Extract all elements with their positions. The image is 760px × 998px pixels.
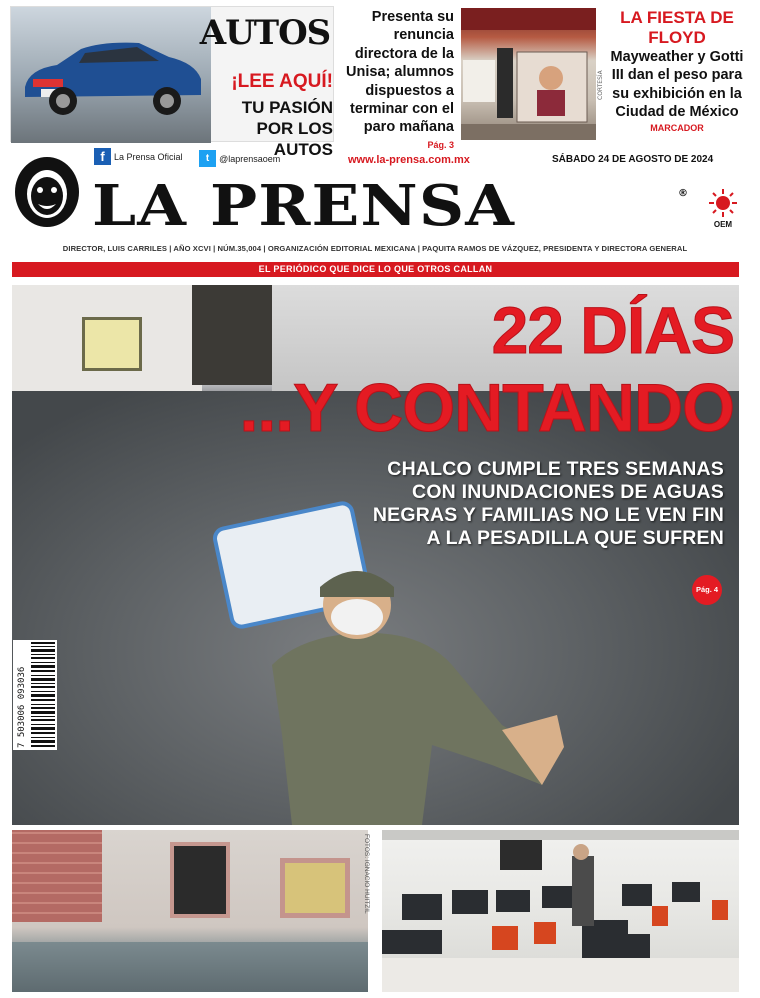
unisa-protest-photo (461, 8, 596, 140)
protest-scene-image (461, 8, 596, 140)
twitter-link[interactable] (199, 150, 280, 167)
unisa-headline: Presenta su renuncia directora de la Unisa; alumnos dispuestos a terminar con el paro mañana (346, 9, 454, 136)
twitter-icon: t (199, 150, 216, 167)
computer-classroom-photo (382, 830, 739, 992)
unisa-page-ref: Pág. 3 (427, 139, 454, 150)
issue-date: SÁBADO 24 DE AGOSTO DE 2024 (552, 154, 714, 165)
oem-sun-icon (708, 188, 738, 218)
slogan-bar: EL PERIÓDICO QUE DICE LO QUE OTROS CALLAN (12, 262, 739, 277)
twitter-handle: @laprensaoem (219, 153, 281, 164)
photo-credit: FOTOS: IGNACIO HUITZIL (363, 834, 370, 914)
car-image (19, 35, 205, 119)
classroom-desks-image (382, 830, 739, 992)
website-url[interactable]: www.la-prensa.com.mx (348, 154, 470, 166)
floyd-teaser[interactable] (608, 8, 746, 134)
flooded-house-photo (12, 830, 368, 992)
oem-logo (704, 188, 742, 232)
floyd-kicker: LA FIESTA DE FLOYD (620, 8, 734, 47)
facebook-icon: f (94, 148, 111, 165)
barcode (13, 640, 57, 750)
main-headline-line1: 22 DÍAS (491, 293, 734, 367)
photo-house-window (280, 858, 350, 918)
floyd-headline: Mayweather y Gotti III dan el peso para su exhibición en la Ciudad de México (610, 49, 744, 121)
facebook-handle: La Prensa Oficial (114, 151, 183, 162)
barcode-number: 7 503006 093036 (17, 666, 27, 748)
photo-street-water (12, 942, 368, 992)
photo-brick-wall (12, 830, 102, 922)
autos-cta-link[interactable]: ¡LEE AQUÍ! (231, 71, 333, 92)
photo-window (82, 317, 142, 371)
main-page-badge[interactable]: Pág. 4 (692, 575, 722, 605)
autos-car-photo (11, 7, 211, 143)
main-headline-line2: ...Y CONTANDO (239, 370, 734, 446)
photo-credit-small: CORTESÍA (597, 70, 604, 100)
newspaper-title: LA PRENSA (92, 173, 516, 239)
autos-logo: AUTOS (199, 13, 331, 53)
lion-logo-icon (14, 156, 80, 228)
staff-credits: DIRECTOR, LUIS CARRILES | AÑO XCVI | NÚM.35,004 | ORGANIZACIÓN EDITORIAL MEXICANA | PAQUITA RAMOS DE VÁZQUEZ, PRESIDENTA Y DIRECTORA GENERAL (62, 244, 688, 253)
facebook-link[interactable] (94, 148, 183, 165)
social-links (94, 148, 294, 168)
autos-subtitle: TU PASIÓN POR LOS AUTOS (241, 98, 333, 159)
oem-label: OEM (713, 220, 733, 229)
unisa-teaser[interactable] (338, 8, 454, 150)
main-story-deck: CHALCO CUMPLE TRES SEMANAS CON INUNDACIONES DE AGUAS NEGRAS Y FAMILIAS NO LE VEN FIN A LA PESADILLA QUE SUFREN (372, 458, 724, 549)
floyd-section: MARCADOR (650, 122, 704, 133)
photo-house-door (170, 842, 230, 918)
soldier-carrying-water-image (212, 515, 572, 825)
registered-mark: ® (678, 188, 688, 199)
